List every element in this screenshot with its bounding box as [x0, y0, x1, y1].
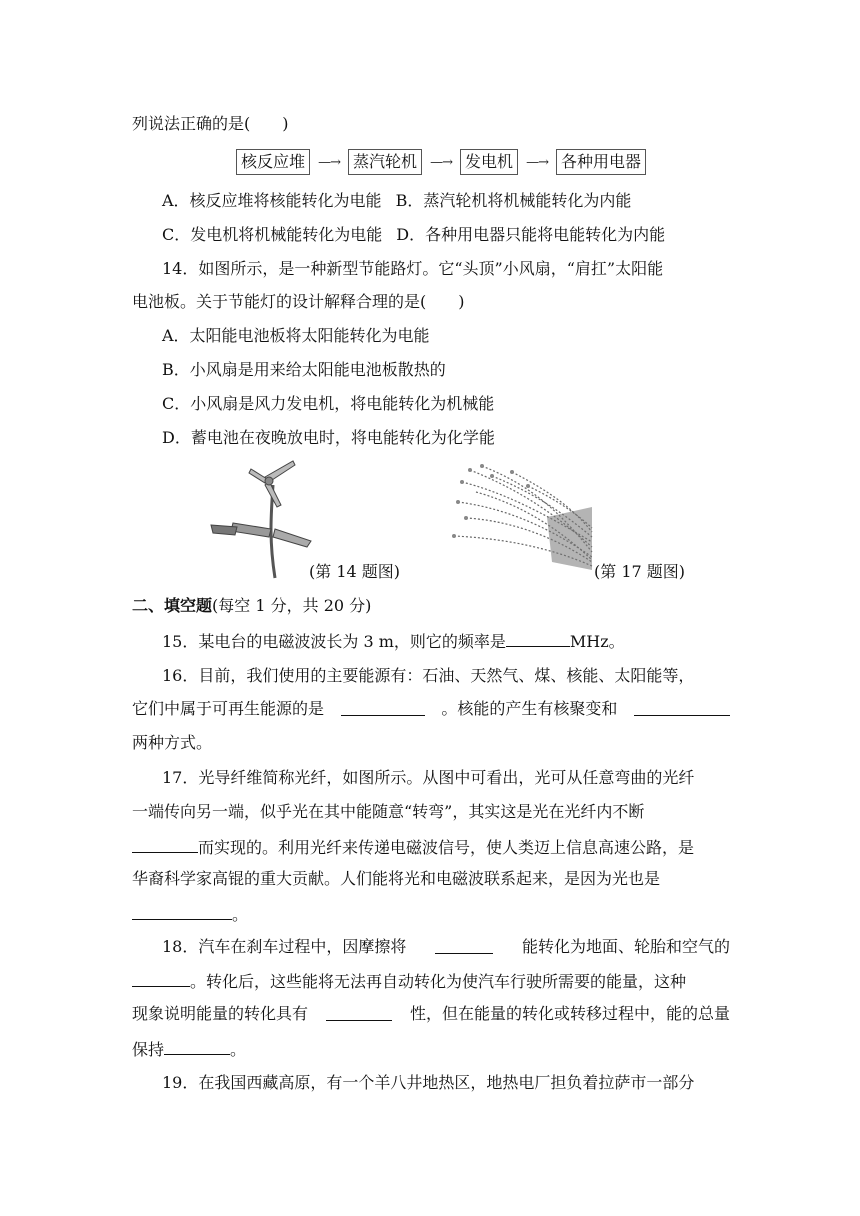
q17-line2: 一端传向另一端，似乎光在其中能随意“转弯”，其实这是光在光纤内不断 — [132, 802, 645, 821]
q15-unit: MHz。 — [569, 632, 625, 651]
q14-option-a: A．太阳能电池板将太阳能转化为电能 — [162, 326, 430, 345]
q18-blank-1[interactable] — [435, 937, 493, 954]
q18-text-2: 。转化后，这些能将无法再自动转化为使汽车行驶所需要的能量，这种 — [190, 972, 687, 991]
q18-text-1a: 18．汽车在刹车过程中，因摩擦将 — [162, 937, 407, 956]
q17-line5 — [132, 903, 248, 925]
q16-line2 — [132, 699, 730, 719]
q13-option-b: B．蒸汽轮机将机械能转化为内能 — [395, 191, 632, 210]
q18-text-4b: 。 — [230, 1040, 247, 1059]
q14-option-c: C．小风扇是风力发电机，将电能转化为机械能 — [162, 394, 495, 413]
q17-line1: 17．光导纤维简称光纤，如图所示。从图中可看出，光可从任意弯曲的光纤 — [162, 768, 695, 787]
q16-line1: 16．目前，我们使用的主要能源有：石油、天然气、煤、核能、太阳能等， — [162, 666, 695, 685]
flow-box-appliances: 各种用电器 — [556, 149, 646, 175]
q13-stem-tail: 列说法正确的是( ) — [132, 114, 289, 133]
q13-option-c: C．发电机将机械能转化为电能 — [162, 225, 383, 244]
section-2-note: (每空 1 分，共 20 分) — [212, 596, 372, 615]
q16-blank-1[interactable] — [341, 699, 425, 716]
q18-blank-4[interactable] — [164, 1038, 230, 1055]
flow-box-turbine: 蒸汽轮机 — [348, 149, 422, 175]
flow-box-generator: 发电机 — [460, 149, 518, 175]
q17-line3 — [132, 836, 694, 858]
q13-options-ab — [162, 191, 631, 211]
q15-text: 15．某电台的电磁波波长为 3 m，则它的频率是 — [162, 632, 506, 651]
flow-arrow-icon: —→ — [430, 154, 452, 170]
q18-blank-3[interactable] — [326, 1004, 392, 1021]
q16-text-b: 。核能的产生有核聚变和 — [441, 699, 618, 718]
q19-line1: 19．在我国西藏高原，有一个羊八井地热区，地热电厂担负着拉萨市一部分 — [162, 1073, 695, 1092]
q16-line3: 两种方式。 — [132, 733, 213, 752]
energy-flow-diagram — [236, 148, 646, 176]
q18-text-3a: 现象说明能量的转化具有 — [132, 1004, 309, 1023]
q18-line4 — [132, 1038, 246, 1060]
q13-option-a: A．核反应堆将核能转化为电能 — [162, 191, 382, 210]
q18-text-4a: 保持 — [132, 1040, 165, 1059]
q17-line4: 华裔科学家高锟的重大贡献。人们能将光和电磁波联系起来，是因为光也是 — [132, 869, 661, 888]
q14-option-d: D．蓄电池在夜晚放电时，将电能转化为化学能 — [162, 428, 495, 447]
figure-17-caption: (第 17 题图) — [594, 562, 686, 581]
q18-line2 — [132, 970, 686, 992]
section-2-header — [132, 596, 371, 616]
q18-blank-2[interactable] — [132, 970, 190, 987]
optical-fiber-figure — [452, 462, 598, 572]
q18-text-1b: 能转化为地面、轮胎和空气的 — [521, 937, 730, 956]
flow-arrow-icon: —→ — [526, 154, 548, 170]
q14-option-b: B．小风扇是用来给太阳能电池板散热的 — [162, 360, 446, 379]
q13-options-cd — [162, 225, 665, 245]
q16-text-a: 它们中属于可再生能源的是 — [132, 699, 325, 718]
q18-text-3b: 性，但在能量的转化或转移过程中，能的总量 — [409, 1004, 730, 1023]
q17-text-3: 而实现的。利用光纤来传递电磁波信号，使人类迈上信息高速公路，是 — [198, 838, 695, 857]
section-2-title: 二、填空题 — [132, 596, 213, 615]
q13-option-d: D．各种用电器只能将电能转化为内能 — [396, 225, 666, 244]
figure-14-caption: (第 14 题图) — [309, 562, 401, 581]
q14-stem-line2: 电池板。关于节能灯的设计解释合理的是( ) — [132, 292, 465, 311]
q15 — [162, 630, 625, 652]
street-lamp-figure — [205, 455, 315, 580]
q16-blank-2[interactable] — [634, 699, 730, 716]
q18-line1 — [162, 937, 730, 957]
q17-blank-2[interactable] — [132, 903, 232, 920]
q17-blank-1[interactable] — [132, 836, 198, 853]
q15-answer-blank[interactable] — [506, 630, 570, 647]
flow-arrow-icon: —→ — [318, 154, 340, 170]
q17-text-5: 。 — [232, 905, 249, 924]
flow-box-reactor: 核反应堆 — [236, 149, 310, 175]
q18-line3 — [132, 1004, 730, 1024]
q14-stem-line1: 14．如图所示，是一种新型节能路灯。它“头顶”小风扇，“肩扛”太阳能 — [162, 259, 664, 278]
